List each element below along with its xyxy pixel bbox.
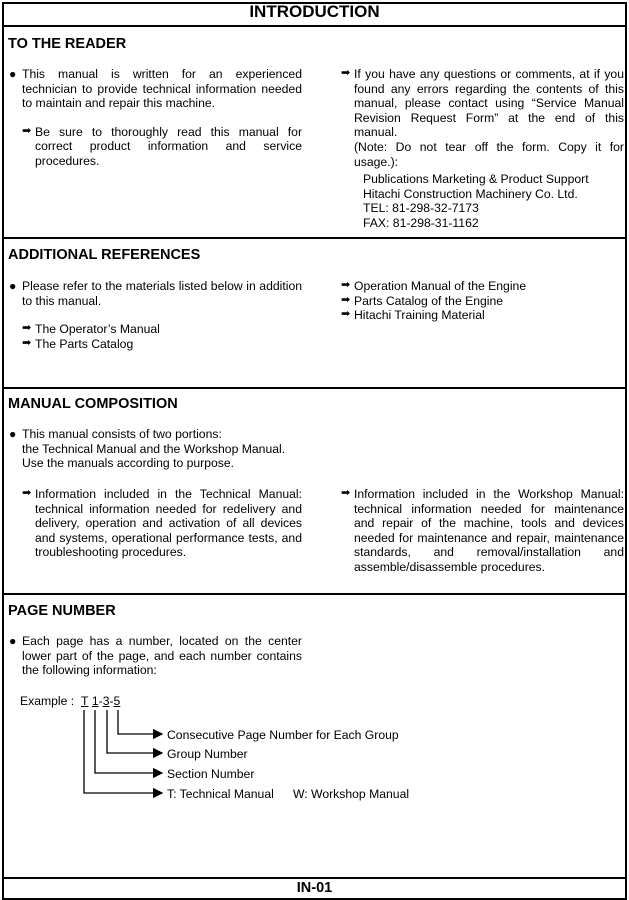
arrow-icon: ➡ <box>22 487 32 499</box>
sub-list-item: ➡ The Parts Catalog <box>22 336 134 351</box>
sub-list-item: ➡ Information included in the Technical Manual: technical information needed for redelivery and delivery, operation and activation of all devices and systems, operational performance tests, and troubleshooting procedures. <box>22 487 302 560</box>
legend-group-number: Group Number <box>167 747 248 761</box>
arrow-icon: ➡ <box>22 124 32 137</box>
arrow-icon: ➡ <box>341 293 351 306</box>
example-page-code: T 1-3-5 <box>81 694 121 708</box>
list-item: ● This manual is written for an experienced technician to provide technical information needed to maintain and repair this machine. <box>9 67 302 111</box>
legend-technical-manual: T: Technical Manual <box>167 787 274 801</box>
bullet-icon: ● <box>9 634 17 648</box>
sub-list-item: ➡ Parts Catalog of the Engine <box>341 293 504 308</box>
leader-line-page <box>118 710 162 734</box>
sub-list-item: ➡ The Operator’s Manual <box>22 322 160 337</box>
arrow-icon: ➡ <box>341 279 351 291</box>
page-number: IN-01 <box>296 880 333 896</box>
list-item: ● Each page has a number, located on the center lower part of the page, and each number contains the following information: <box>9 634 302 678</box>
sub-list-item: ➡ Information included in the Workshop Manual: technical information needed for maintenance and repair of the machine, tools and devices needed for maintenance and repair, maintenance standards, and removal/installation and assemble/disassemble procedures. <box>341 487 624 574</box>
example-part-page: 5 <box>113 694 121 708</box>
footer-divider <box>4 877 625 879</box>
example-part-section: 1 <box>91 694 99 708</box>
leader-line-section <box>95 710 162 773</box>
legend-section-number: Section Number <box>167 767 255 781</box>
example-label: Example : <box>20 694 75 708</box>
sub-list-item: ➡ Hitachi Training Material <box>341 308 485 323</box>
example-part-manual: T <box>81 694 89 708</box>
arrow-icon: ➡ <box>22 322 32 335</box>
example-leader-lines <box>4 4 625 898</box>
form-note: (Note: Do not tear off the form. Copy it for usage.): <box>354 139 624 169</box>
contact-address: Publications Marketing & Product Support Hitachi Construction Machinery Co. Ltd. TEL: 81-298-32-7173 FAX: 81-298-31-1162 <box>363 172 589 230</box>
sub-list-item: ➡ Be sure to thoroughly read this manual for correct product information and service procedures. <box>22 124 302 168</box>
legend-workshop-manual: W: Workshop Manual <box>293 787 410 801</box>
arrow-icon: ➡ <box>22 336 32 349</box>
section-title-additional-references: ADDITIONAL REFERENCES <box>8 247 201 263</box>
sub-list-item: ➡ If you have any questions or comments, at if you found any errors regarding the contents of this manual, please contact using “Service Manual Revision Request Form” at the end of this manual. (Note: Do not tear off the form. Copy it for usage.): <box>341 67 624 169</box>
section-title-to-the-reader: TO THE READER <box>8 36 127 52</box>
section-title-page-number: PAGE NUMBER <box>8 603 116 619</box>
manual-page <box>2 2 627 900</box>
page-title: INTRODUCTION <box>249 2 380 21</box>
legend-page-number: Consecutive Page Number for Each Group <box>167 728 399 742</box>
leader-line-manual <box>84 710 162 793</box>
arrow-icon: ➡ <box>341 487 351 499</box>
section-title-manual-composition: MANUAL COMPOSITION <box>8 396 178 412</box>
list-item: ● Please refer to the materials listed below in addition to this manual. <box>9 279 302 308</box>
list-item: ● This manual consists of two portions: the Technical Manual and the Workshop Manual. Use the manuals according to purpose. <box>9 427 286 471</box>
leader-line-group <box>107 710 162 753</box>
bullet-icon: ● <box>9 427 17 441</box>
example-part-group: 3 <box>102 694 110 708</box>
arrow-icon: ➡ <box>341 308 351 321</box>
bullet-icon: ● <box>9 67 17 81</box>
sub-list-item: ➡ Operation Manual of the Engine <box>341 279 527 293</box>
arrow-icon: ➡ <box>341 67 351 79</box>
bullet-icon: ● <box>9 279 17 293</box>
